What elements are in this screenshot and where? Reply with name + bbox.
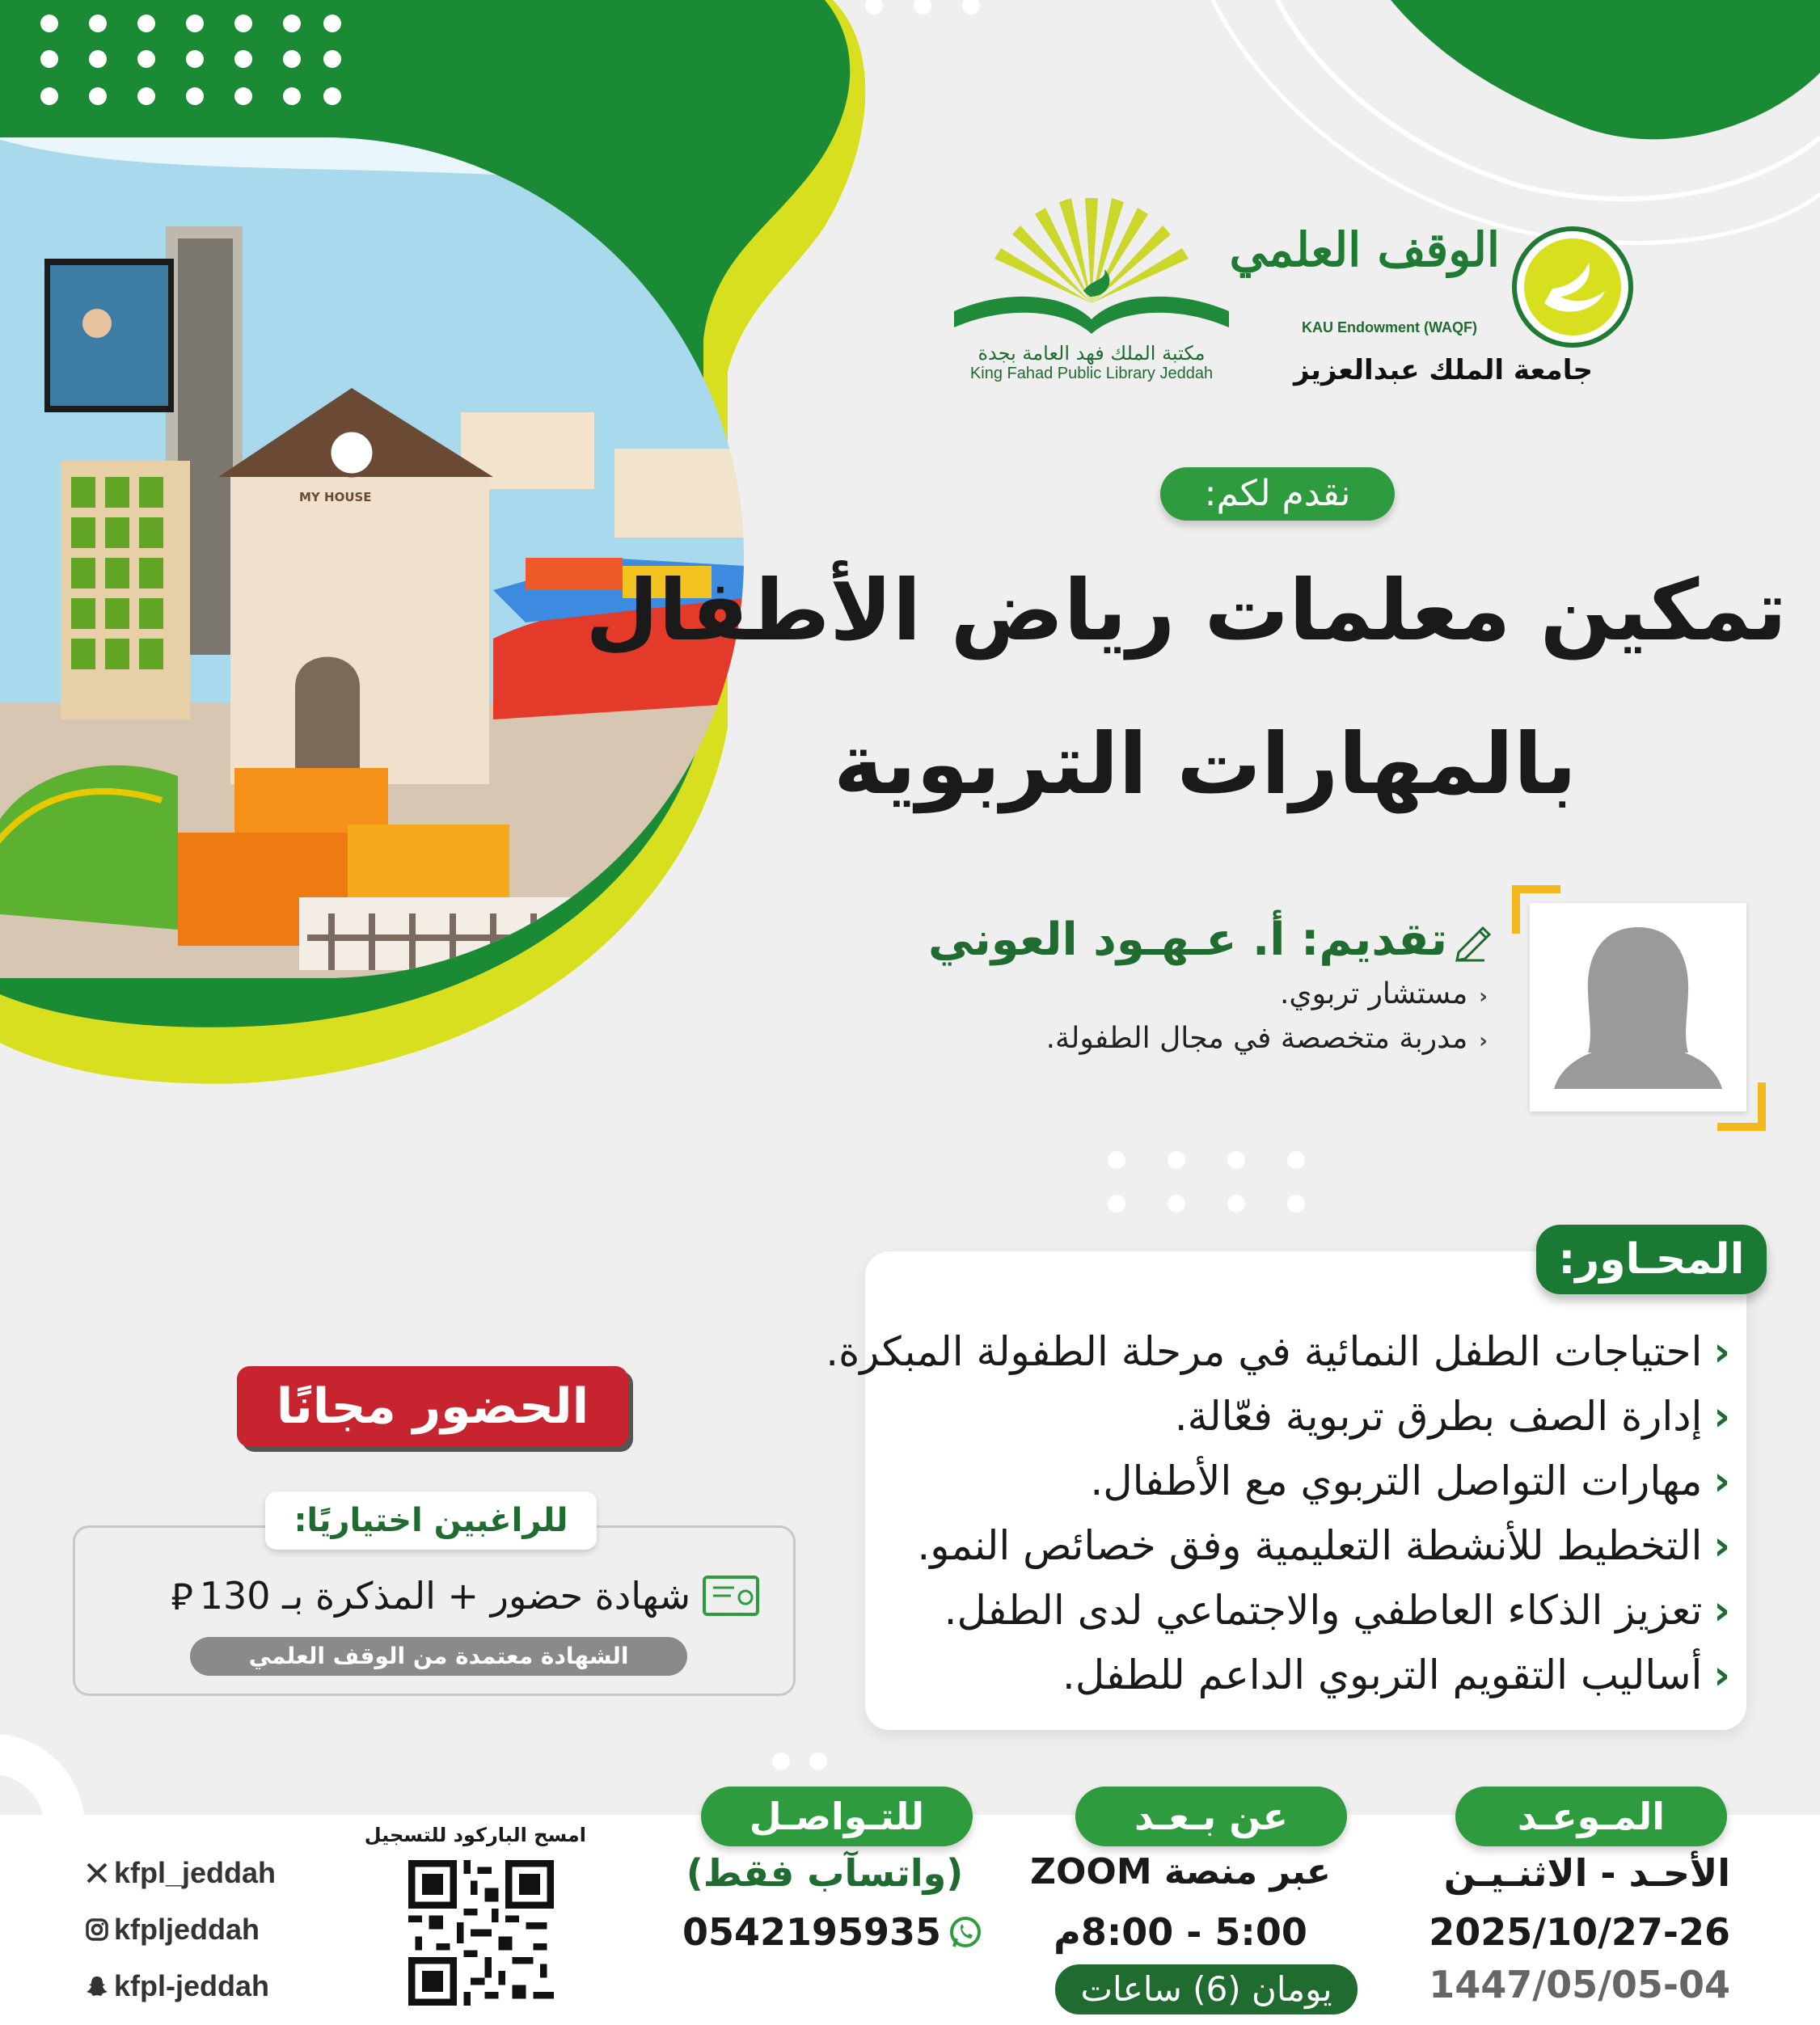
waqf-logo-english: KAU Endowment (WAQF) xyxy=(1302,319,1477,335)
topic-item: ‹مهارات التواصل التربوي مع الأطفال. xyxy=(1090,1458,1730,1504)
topic-item: ‹احتياجات الطفل النمائية في مرحلة الطفولة المبكرة. xyxy=(826,1328,1730,1375)
kfpl-sunburst-icon xyxy=(946,190,1237,335)
person-silhouette-icon xyxy=(1530,903,1746,1112)
qr-code-icon xyxy=(408,1859,554,2006)
contact-heading: للتـواصـل xyxy=(701,1787,973,1846)
schedule-heading: المـوعـد xyxy=(1455,1787,1727,1846)
remote-platform: عبر منصة ZOOM xyxy=(1030,1851,1331,1892)
contact-whatsapp-note: (واتسآب فقط) xyxy=(686,1851,964,1895)
whatsapp-icon xyxy=(948,1914,983,1950)
x-icon xyxy=(85,1861,109,1885)
presenter-name: تقديم: أ. عـهـود العوني xyxy=(928,913,1447,966)
free-attendance-badge: الحضور مجانًا xyxy=(237,1366,628,1447)
optional-label: للراغبين اختياريًا: xyxy=(265,1491,597,1550)
bullet-chevron-icon: ‹ xyxy=(1713,1393,1730,1440)
house-sign-text: MY HOUSE xyxy=(299,490,372,504)
topic-item: ‹أساليب التقويم التربوي الداعم للطفل. xyxy=(1062,1652,1730,1698)
kau-logo-arabic: جامعة الملك عبدالعزيز xyxy=(1294,354,1593,386)
social-instagram-link[interactable]: kfpljeddah xyxy=(85,1901,311,1958)
bullet-chevron-icon: ‹ xyxy=(1713,1652,1730,1698)
presenter-bio-item: ‹مدربة متخصصة في مجال الطفولة. xyxy=(1045,1022,1488,1055)
bullet-chevron-icon: ‹ xyxy=(1479,985,1488,1009)
presenter-avatar xyxy=(1530,903,1746,1112)
riyal-icon: ⃁ xyxy=(171,1575,193,1618)
presenter-photo-frame xyxy=(1512,885,1755,1120)
kfpl-logo xyxy=(946,190,1237,400)
qr-caption: امسح الباركود للتسجيل xyxy=(364,1824,586,1846)
title-line-1: تمكين معلمات رياض الأطفال xyxy=(585,561,1787,660)
social-links xyxy=(85,1845,311,2014)
remote-duration: يومان (6) ساعات xyxy=(1055,1964,1358,2014)
kfpl-logo-english: King Fahad Public Library Jeddah xyxy=(969,365,1214,382)
title-line-2: بالمهارات التربوية xyxy=(833,715,1577,813)
bullet-chevron-icon: ‹ xyxy=(1713,1587,1730,1634)
pen-icon xyxy=(1452,918,1496,962)
remote-heading: عن بـعـد xyxy=(1075,1787,1347,1846)
topic-item: ‹إدارة الصف بطرق تربوية فعّالة. xyxy=(1174,1393,1730,1440)
remote-time: 5:00 - 8:00م xyxy=(1054,1910,1307,1954)
schedule-gregorian: 2025/10/27-26 xyxy=(1429,1910,1730,1954)
schedule-days: الأحـد - الاثنـيـن xyxy=(1443,1851,1730,1895)
bullet-chevron-icon: ‹ xyxy=(1713,1522,1730,1569)
waqf-emblem-icon xyxy=(1508,222,1637,352)
snapchat-icon xyxy=(85,1974,109,1998)
kfpl-logo-arabic: مكتبة الملك فهد العامة بجدة xyxy=(978,342,1206,365)
topics-list xyxy=(826,1319,1730,1707)
contact-phone-row[interactable] xyxy=(671,1910,994,1954)
certificate-line xyxy=(81,1571,760,1620)
instagram-icon xyxy=(85,1917,109,1942)
presenter-bio-item: ‹مستشار تربوي. xyxy=(1279,977,1488,1010)
topics-heading: المحـاور: xyxy=(1536,1225,1767,1294)
certificate-text: شهادة حضور + المذكرة بـ 130 xyxy=(199,1574,690,1618)
waqf-logo-arabic: الوقف العلمي xyxy=(1229,222,1500,277)
social-x-link[interactable]: kfpl_jeddah xyxy=(85,1845,311,1901)
bullet-chevron-icon: ‹ xyxy=(1713,1328,1730,1375)
social-snapchat-link[interactable]: kfpl-jeddah xyxy=(85,1958,311,2014)
bullet-chevron-icon: ‹ xyxy=(1479,1029,1488,1053)
topic-item: ‹التخطيط للأنشطة التعليمية وفق خصائص النمو. xyxy=(917,1522,1730,1569)
intro-pill: نقدم لكم: xyxy=(1160,467,1395,521)
bullet-chevron-icon: ‹ xyxy=(1713,1458,1730,1504)
waqf-logo xyxy=(1229,206,1641,400)
registration-qr-code[interactable] xyxy=(408,1859,554,2006)
contact-phone[interactable]: 0542195935 xyxy=(682,1910,942,1954)
schedule-hijri: 1447/05/05-04 xyxy=(1429,1963,1730,2006)
presenter-block xyxy=(809,913,1496,1055)
accredited-note: الشهادة معتمدة من الوقف العلمي xyxy=(190,1637,687,1676)
certificate-icon xyxy=(702,1575,760,1617)
topic-item: ‹تعزيز الذكاء العاطفي والاجتماعي لدى الطفل. xyxy=(944,1587,1730,1634)
